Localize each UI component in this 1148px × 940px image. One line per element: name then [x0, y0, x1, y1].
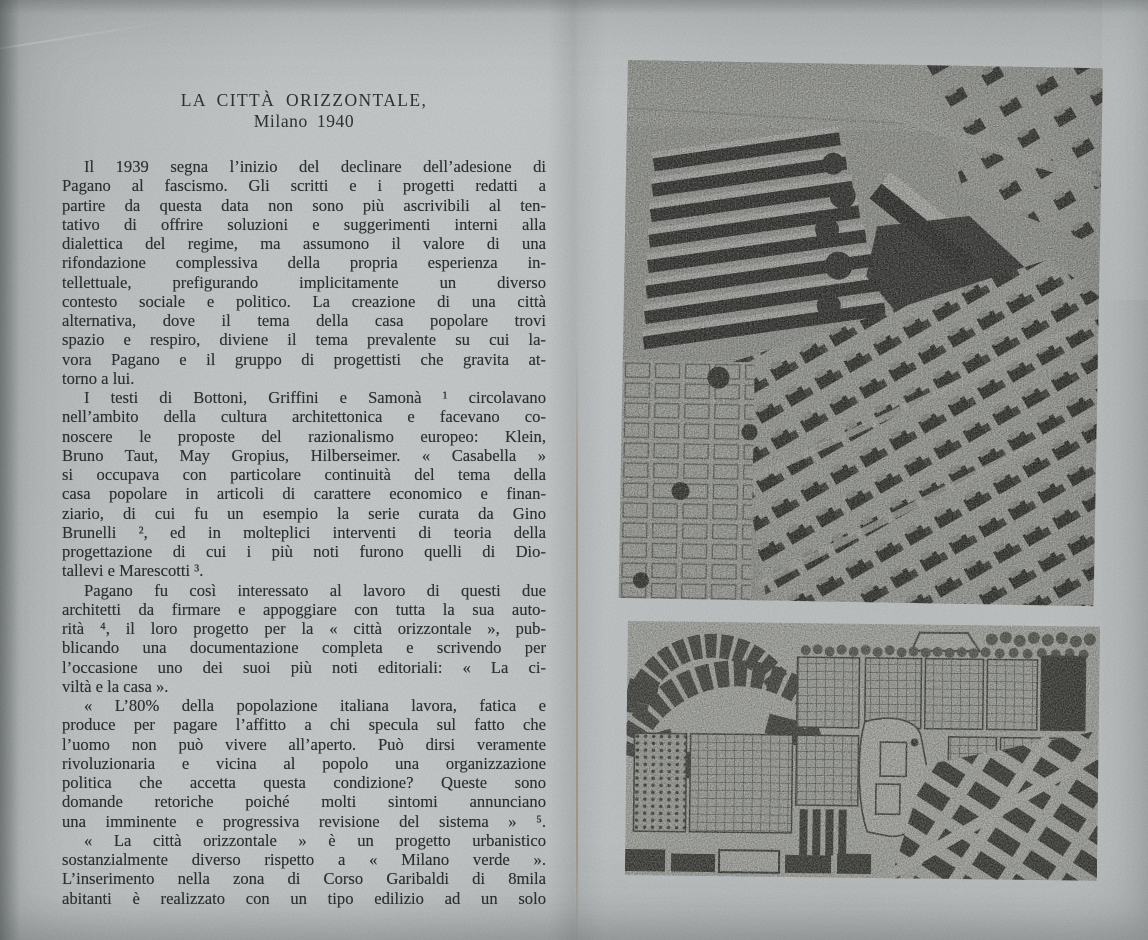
book-edge-shadow [0, 0, 20, 940]
text-line: torno a lui. [62, 368, 135, 388]
text-line: nell’ambito della cultura architettonica e facevano co- [62, 407, 546, 427]
text-line: Pagano al fascismo. Gli scritti e i progetti redatti a [62, 176, 546, 196]
text-line: architetti da firmare e appoggiare con tutta la sua auto- [62, 599, 546, 619]
text-line: partire da questa data non sono più ascrivibili al ten- [62, 195, 546, 215]
text-line: Il 1939 segna l’inizio del declinare dell’adesione di [84, 157, 546, 176]
text-line: sostanzialmente diverso rispetto a « Milano verde ». [62, 850, 546, 869]
urban-plan-figure [625, 621, 1100, 881]
text-line: blicando una documentazione completa e scrivendo per [62, 638, 546, 658]
title-block [62, 90, 546, 131]
text-line: « La città orizzontale » è un progetto urbanistico [84, 830, 546, 850]
text-line: noscere le proposte del razionalismo europeo: Klein, [62, 426, 546, 446]
chapter-title: LA CITTÀ ORIZZONTALE, [180, 90, 428, 110]
top-edge-shadow [0, 0, 1148, 14]
gutter-crease-line [576, 340, 578, 940]
text-line: « L’80% della popolazione italiana lavora, fatica e [84, 696, 546, 715]
text-line: L’inserimento nella zona di Corso Garibaldi di 8mila [62, 869, 546, 889]
text-line: produce per pagare l’affitto a chi specula sul fatto che [62, 715, 546, 735]
urban-plan-image [625, 621, 1100, 881]
text-line: si occupava con particolare continuità del tema della [62, 465, 546, 484]
text-line: domande retoriche poiché molti sintomi annunciano [62, 792, 546, 812]
text-line: alternativa, dove il tema della casa popolare trovi [62, 311, 546, 330]
text-line: una imminente e progressiva revisione del sistema » ⁵. [62, 811, 546, 831]
text-line: l’uomo non può vivere all’aperto. Può dirsi veramente [62, 734, 546, 754]
text-line: abitanti è realizzato con un tipo edilizio ad un solo [62, 888, 546, 908]
paragraph [62, 831, 546, 908]
text-line: rità ⁴, il loro progetto per la « città orizzontale », pub- [62, 619, 546, 638]
text-line: contesto sociale e politico. La creazione di una città [62, 291, 546, 311]
paper-crease [0, 19, 179, 51]
aerial-model-photo-image [619, 60, 1103, 606]
text-line: tallevi e Marescotti ³. [62, 561, 204, 581]
left-page [62, 90, 546, 908]
chapter-subtitle: Milano 1940 [253, 111, 355, 131]
page-edge-highlight [1102, 0, 1148, 300]
text-line: Bruno Taut, May Gropius, Hilberseimer. « Casabella » [62, 445, 546, 465]
text-line: ziario, di cui fu un esempio la serie curata da Gino [62, 503, 546, 523]
text-line: rivoluzionaria e vicina al popolo una organizzazione [62, 753, 546, 773]
paragraph [62, 581, 546, 697]
text-line: tellettuale, prefigurando implicitamente un diverso [62, 272, 546, 292]
text-line: spazio e respiro, diviene il tema prevalente su cui la- [62, 330, 546, 350]
text-line: viltà e la casa ». [62, 676, 169, 696]
text-line: rifondazione complessiva della propria esperienza in- [62, 253, 546, 273]
text-line: politica che accetta questa condizione? Queste sono [62, 773, 546, 792]
text-line: dialettica del regime, ma assumono il valore di una [62, 234, 546, 253]
text-line: I testi di Bottoni, Griffini e Samonà ¹ circolavano [84, 388, 546, 407]
text-line: Brunelli ², ed in molteplici interventi di teoria della [62, 522, 546, 542]
paragraph [62, 157, 546, 388]
text-line: Pagano fu così interessato al lavoro di questi due [84, 580, 546, 600]
aerial-model-photo-figure [619, 60, 1103, 606]
text-line: vora Pagano e il gruppo di progettisti che gravita at- [62, 349, 546, 369]
body-text [62, 157, 546, 908]
paragraph [62, 696, 546, 831]
text-line: progettazione di cui i più noti furono quelli di Dio- [62, 542, 546, 561]
text-line: l’occasione uno dei suoi più noti editoriali: « La ci- [62, 657, 546, 677]
paragraph [62, 388, 546, 581]
text-line: casa popolare in articoli di carattere economico e finan- [62, 484, 546, 504]
text-line: tativo di offrire soluzioni e suggerimenti interni alla [62, 214, 546, 234]
